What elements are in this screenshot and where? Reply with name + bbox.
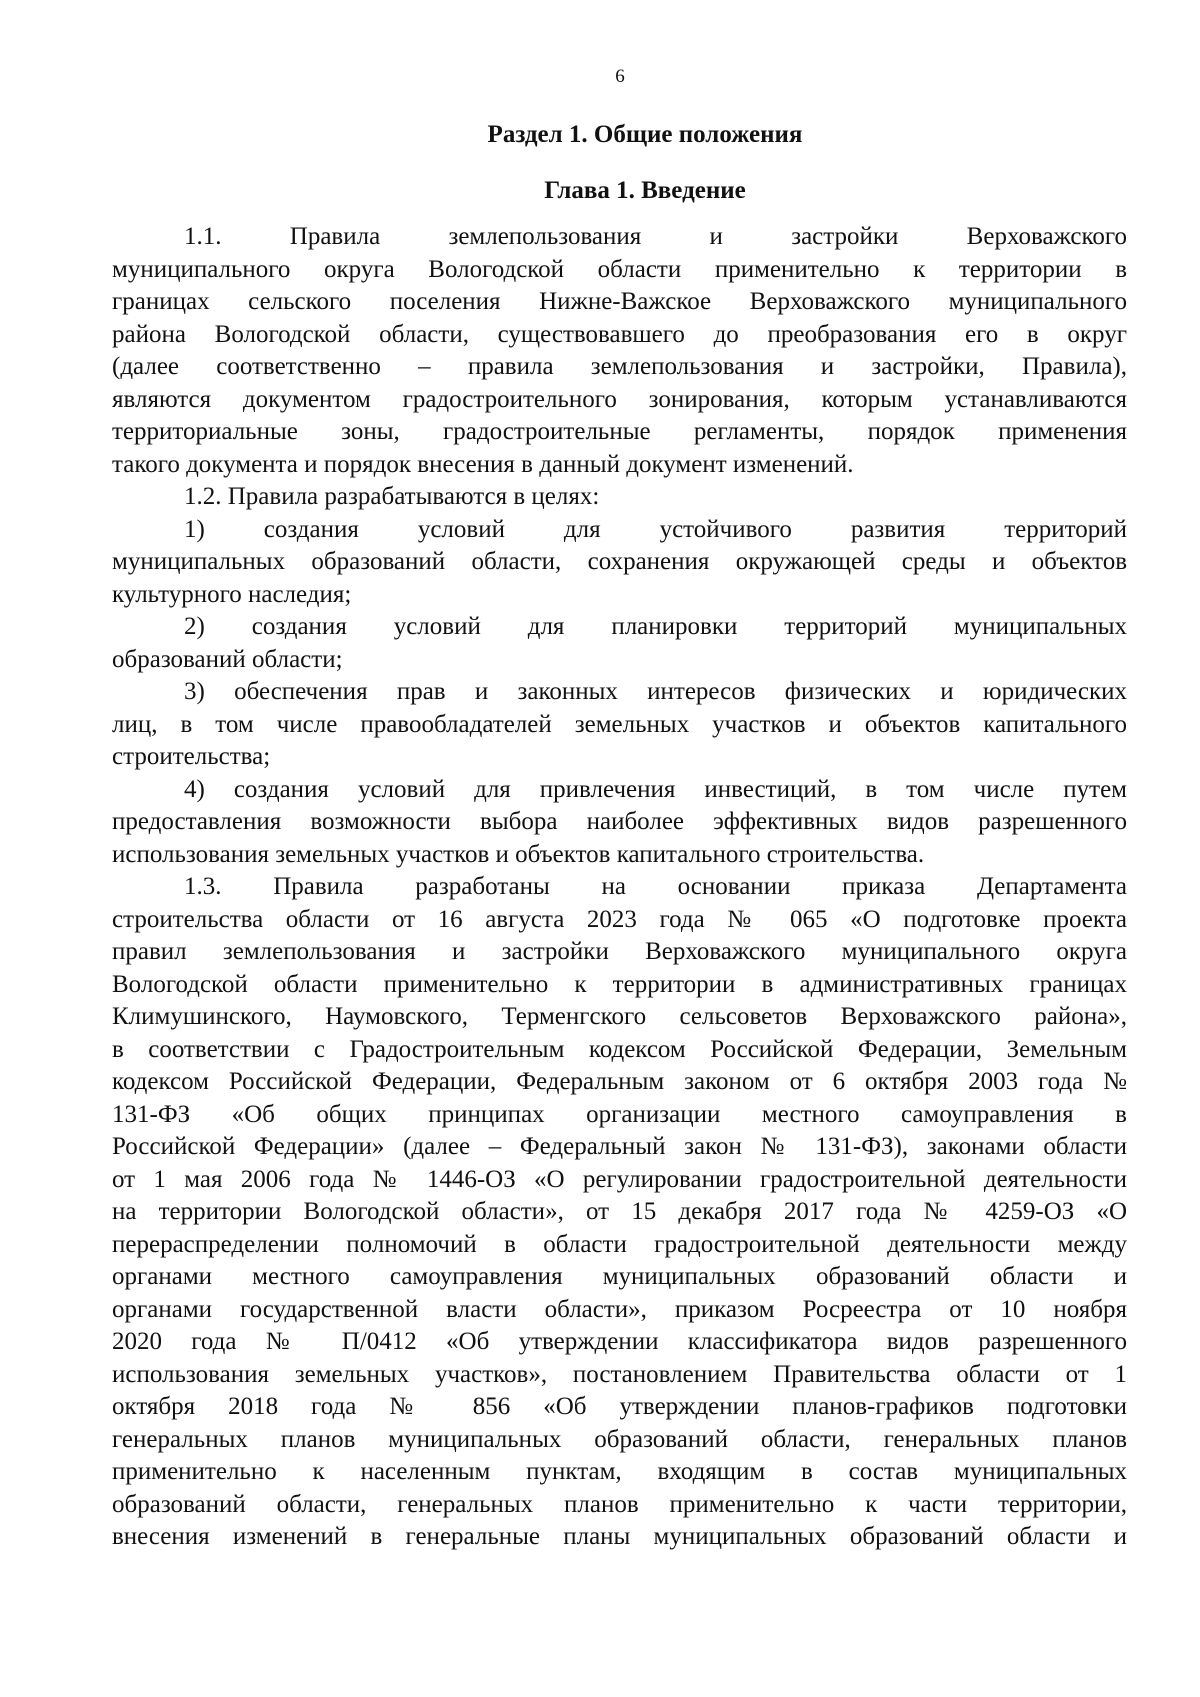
text-line: Вологодской области применительно к территории в административных границах [112,970,1127,998]
chapter-title: Глава 1. Введение [544,177,746,204]
document-body [112,221,1127,1554]
text-line: предоставления возможности выбора наиболее эффективных видов разрешенного [112,808,1127,835]
text-line: использования земельных участков и объектов капитального строительства. [112,840,925,868]
text-line: кодексом Российской Федерации, Федеральным законом от 6 октября 2003 года № [112,1068,1127,1095]
text-line: 1.3. Правила разработаны на основании приказа Департамента [184,873,1127,900]
text-line: 2) создания условий для планировки территорий муниципальных [184,613,1127,640]
text-line: внесения изменений в генеральные планы муниципальных образований области и [112,1523,1127,1550]
text-line: являются документом градостроительного зонирования, которым устанавливаются [112,385,1127,413]
text-line: такого документа и порядок внесения в данный документ изменений. [112,450,854,478]
text-line: образований области, генеральных планов применительно к части территории, [112,1490,1127,1518]
text-line: культурного наследия; [112,580,352,608]
page-number: 6 [615,66,625,87]
text-line: применительно к населенным пунктам, входящим в состав муниципальных [112,1458,1127,1485]
text-line: органами государственной власти области», приказом Росреестра от 10 ноября [112,1295,1127,1323]
text-line: органами местного самоуправления муниципальных образований области и [112,1263,1127,1290]
text-line: Климушинского, Наумовского, Терменгского сельсоветов Верховажского района», [112,1003,1127,1030]
text-line: использования земельных участков», постановлением Правительства области от 1 [112,1360,1127,1388]
text-line: (далее соответственно – правила землепользования и застройки, Правила), [112,353,1127,380]
text-line: строительства; [112,743,271,770]
text-line: 131-ФЗ «Об общих принципах организации местного самоуправления в [112,1100,1127,1128]
text-line: 1.2. Правила разрабатываются в целях: [184,483,600,510]
text-line: генеральных планов муниципальных образований области, генеральных планов [112,1425,1127,1453]
text-line: на территории Вологодской области», от 15 декабря 2017 года № 4259-ОЗ «О [112,1198,1127,1225]
text-line: территориальные зоны, градостроительные регламенты, порядок применения [112,418,1127,445]
text-line: правил землепользования и застройки Верховажского муниципального округа [112,938,1127,965]
text-line: октября 2018 года № 856 «Об утверждении планов-графиков подготовки [112,1393,1127,1420]
text-line: от 1 мая 2006 года № 1446-ОЗ «О регулировании градостроительной деятельности [112,1165,1127,1193]
text-line: строительства области от 16 августа 2023 года № 065 «О подготовке проекта [112,905,1127,933]
text-line: Российской Федерации» (далее – Федеральный закон № 131-ФЗ), законами области [112,1133,1127,1160]
section-title: Раздел 1. Общие положения [487,121,803,148]
text-line: 1) создания условий для устойчивого развития территорий [184,515,1127,543]
text-line: в соответствии с Градостроительным кодексом Российской Федерации, Земельным [112,1035,1127,1063]
text-line: перераспределении полномочий в области градостроительной деятельности между [112,1230,1127,1258]
text-line: образований области; [112,645,343,673]
text-line: 4) создания условий для привлечения инвестиций, в том числе путем [184,775,1127,803]
text-line: 1.1. Правила землепользования и застройки Верховажского [184,223,1127,250]
text-line: 2020 года № П/0412 «Об утверждении классификатора видов разрешенного [112,1328,1127,1355]
text-line: лиц, в том числе правообладателей земельных участков и объектов капитального [112,710,1127,738]
text-line: 3) обеспечения прав и законных интересов физических и юридических [184,678,1127,705]
text-line: границах сельского поселения Нижне-Важское Верховажского муниципального [112,288,1127,315]
text-line: муниципального округа Вологодской области применительно к территории в [112,255,1127,283]
text-line: района Вологодской области, существовавшего до преобразования его в округ [112,320,1127,348]
text-line: муниципальных образований области, сохранения окружающей среды и объектов [112,548,1127,575]
